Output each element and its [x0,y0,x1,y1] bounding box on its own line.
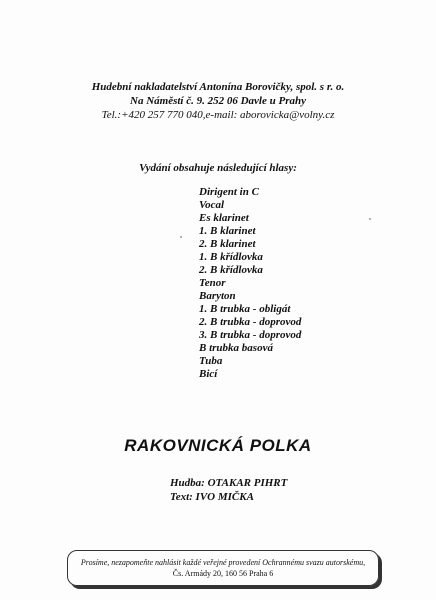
publisher-address: Na Náměstí č. 9. 252 06 Davle u Prahy [130,95,306,107]
list-item: Dirigent in C [199,186,259,198]
notice-line-1: Prosíme, nezapomeňte nahlásit každé veřejné provedení Ochrannému svazu autorskému, [80,558,366,567]
list-item: 1. B klarinet [199,225,256,237]
publisher-name: Hudební nakladatelství Antonína Borovičky, spol. s r. o. [91,81,345,93]
list-item: 2. B trubka - doprovod [199,316,302,328]
list-item: 1. B trubka - obligát [199,303,291,315]
list-item: Vocal [199,199,225,211]
list-item: Es klarinet [199,212,249,224]
music-credit: Hudba: OTAKAR PIHRT [170,477,288,489]
work-title: RAKOVNICKÁ POLKA [124,436,312,455]
list-item: 3. B trubka - doprovod [199,329,302,341]
copyright-notice-box [67,550,379,586]
list-item: Tuba [199,355,223,367]
credits [170,476,287,504]
scan-speck [369,218,371,220]
list-item: Tenor [199,277,226,289]
lyrics-credit: Text: IVO MIČKA [170,491,254,503]
list-item: B trubka basová [199,342,273,354]
list-item: 1. B křídlovka [199,251,263,263]
publisher-contact: Tel.:+420 257 770 040,e-mail: aborovicka@volny.cz [101,109,335,121]
notice-line-2: Čs. Armády 20, 160 56 Praha 6 [172,569,274,578]
list-item: 2. B křídlovka [199,264,263,276]
list-item: 2. B klarinet [199,238,256,250]
publisher-header [0,80,436,122]
list-item: Baryton [199,290,236,302]
parts-list [199,186,301,381]
contents-intro: Vydání obsahuje následující hlasy: [139,162,297,174]
scan-speck [180,236,182,238]
list-item: Bicí [199,368,218,380]
